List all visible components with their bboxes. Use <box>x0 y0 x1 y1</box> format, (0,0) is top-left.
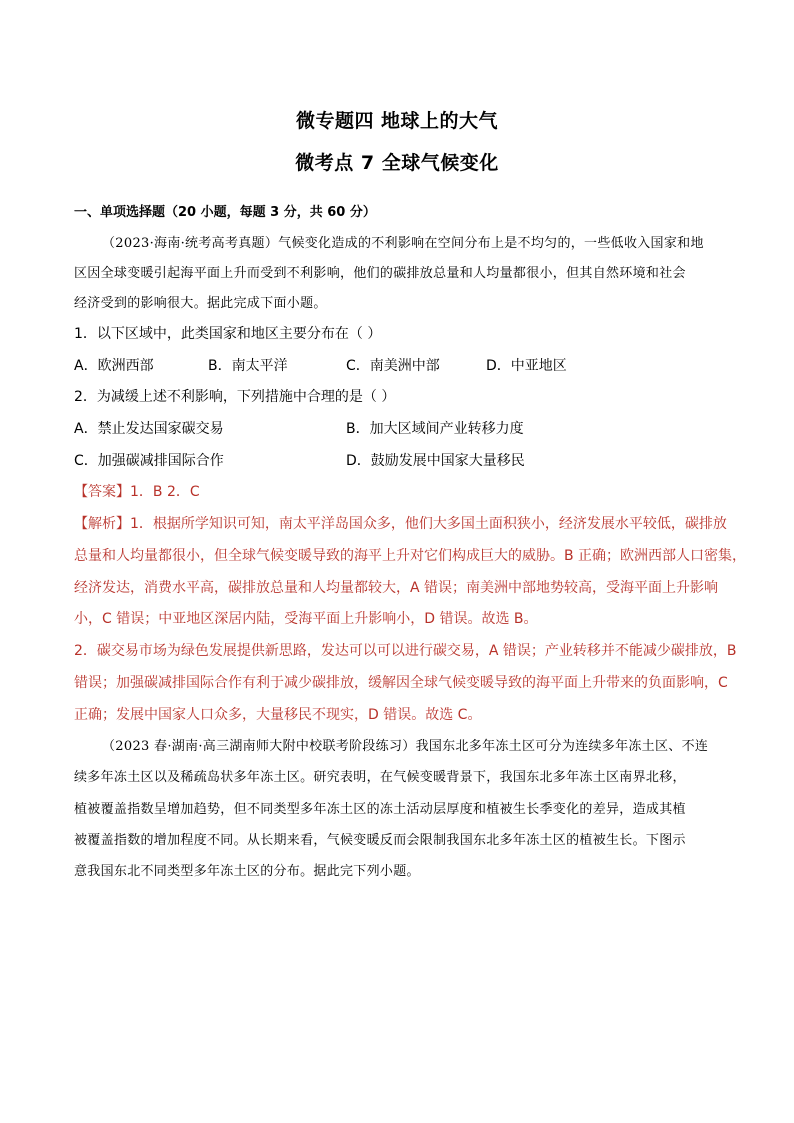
q2-option-b: B．加大区域间产业转移力度 <box>346 421 524 437</box>
passage2-line: 植被覆盖指数呈增加趋势，但不同类型多年冻土区的冻土活动层厚度和植被生长季变化的差异，造成其植 <box>74 802 686 817</box>
q1-option-a: A．欧洲西部 <box>74 358 154 374</box>
passage2-line: 续多年冻土区以及稀疏岛状多年冻土区。研究表明，在气候变暖背景下，我国东北多年冻土区南界北移， <box>74 770 686 785</box>
analysis-line: 2．碳交易市场为绿色发展提供新思路，发达可以可以进行碳交易，A 错误；产业转移并不能减少碳排放，B <box>74 643 737 659</box>
analysis-line: 错误；加强碳减排国际合作有利于减少碳排放，缓解因全球气候变暖导致的海平面上升带来的负面影响，C <box>74 675 728 691</box>
q2-option-d: D．鼓励发展中国家大量移民 <box>346 453 525 469</box>
passage2-line: 意我国东北不同类型多年冻土区的分布。据此完下列小题。 <box>74 864 420 879</box>
analysis-line: 【解析】1．根据所学知识可知，南太平洋岛国众多，他们大多国土面积狭小，经济发展水平较低，碳排放 <box>74 516 727 532</box>
q2-option-a: A．禁止发达国家碳交易 <box>74 421 224 437</box>
question-2-stem: 2．为减缓上述不利影响，下列措施中合理的是（ ） <box>74 389 396 405</box>
section-heading: 一、单项选择题（20 小题，每题 3 分，共 60 分） <box>74 205 376 220</box>
analysis-line: 经济发达，消费水平高，碳排放总量和人均量都较大，A 错误；南美洲中部地势较高，受海平面上升影响 <box>74 580 719 596</box>
q1-option-c: C．南美洲中部 <box>346 358 440 374</box>
analysis-line: 总量和人均量都很小，但全球气候变暖导致的海平上升对它们构成巨大的威胁。B 正确；欧洲西部人口密集， <box>74 548 747 564</box>
q1-option-b: B．南太平洋 <box>208 358 288 374</box>
page-title: 微专题四 地球上的大气 <box>295 110 499 132</box>
analysis-line: 正确；发展中国家人口众多，大量移民不现实，D 错误。故选 C。 <box>74 707 482 723</box>
q2-option-c: C．加强碳减排国际合作 <box>74 453 224 469</box>
answer-line: 【答案】1．B 2．C <box>74 484 200 500</box>
analysis-line: 小，C 错误；中亚地区深居内陆，受海平面上升影响小，D 错误。故选 B。 <box>74 611 538 627</box>
passage2-line: 被覆盖指数的增加程度不同。从长期来看，气候变暖反而会限制我国东北多年冻土区的植被生长。下图示 <box>74 833 686 848</box>
question-1-stem: 1．以下区域中，此类国家和地区主要分布在（ ） <box>74 326 382 342</box>
passage1-line: （2023·海南·统考高考真题）气候变化造成的不利影响在空间分布上是不均匀的，一些低收入国家和地 <box>102 236 704 251</box>
passage2-line: （2023 春·湖南·高三湖南师大附中校联考阶段练习）我国东北多年冻土区可分为连续多年冻土区、不连 <box>102 739 709 754</box>
passage1-line: 区因全球变暖引起海平面上升而受到不利影响，他们的碳排放总量和人均量都很小，但其自然环境和社会 <box>74 266 686 281</box>
q1-option-d: D．中亚地区 <box>486 358 567 374</box>
passage1-line: 经济受到的影响很大。据此完成下面小题。 <box>74 296 327 311</box>
page-subtitle: 微考点 7 全球气候变化 <box>295 152 499 174</box>
